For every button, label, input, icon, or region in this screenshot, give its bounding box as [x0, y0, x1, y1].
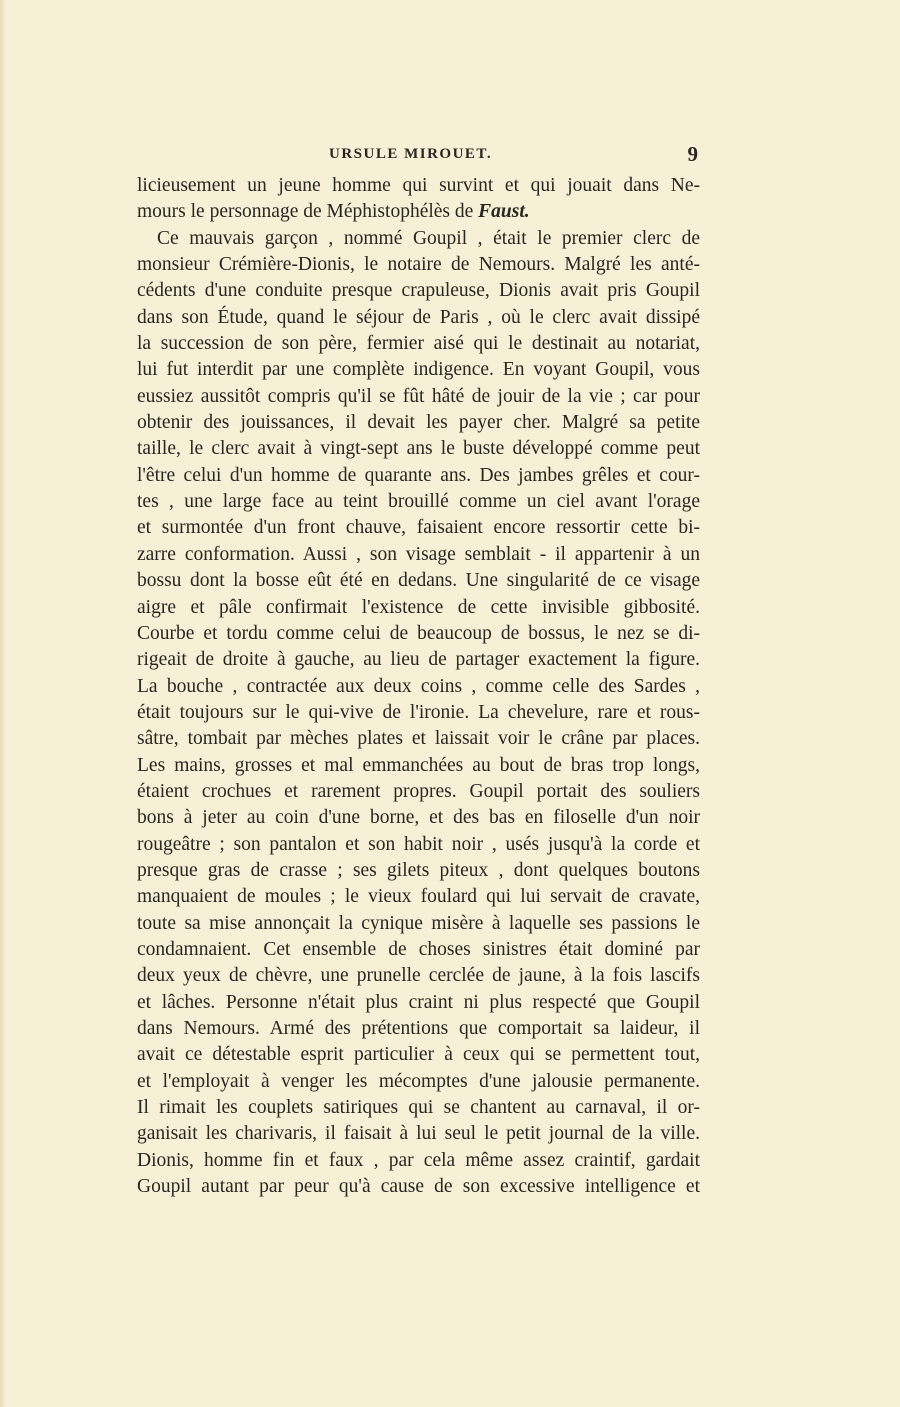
page-gutter-shadow — [0, 0, 6, 1407]
page-number: 9 — [687, 142, 698, 166]
text-line — [137, 1121, 700, 1147]
text-line — [137, 305, 700, 331]
text-line — [137, 700, 700, 726]
text-line — [137, 410, 700, 436]
text-line — [137, 357, 700, 383]
text-line — [137, 753, 700, 779]
text-line-content: presque gras de crasse ; ses gilets piteux , dont quelques boutons — [137, 859, 700, 881]
text-line-content: avait ce détestable esprit particulier à ceux qui se permettent tout, — [137, 1044, 700, 1066]
text-line-content: tes , une large face au teint brouillé comme un ciel avant l'orage — [137, 491, 700, 513]
text-line — [137, 542, 700, 568]
text-line — [137, 199, 700, 225]
text-line-content: était toujours sur le qui-vive de l'ironie. La chevelure, rare et rous- — [137, 701, 700, 723]
text-line-content: lui fut interdit par une complète indigence. En voyant Goupil, vous — [137, 359, 700, 381]
text-line — [137, 489, 700, 515]
text-line — [137, 252, 700, 278]
text-line-content: obtenir des jouissances, il devait les payer cher. Malgré sa petite — [137, 412, 700, 434]
text-line-content: ganisait les charivaris, il faisait à lui seul le petit journal de la ville. — [137, 1123, 700, 1145]
text-line-content: et surmontée d'un front chauve, faisaient encore ressortir cette bi- — [137, 517, 700, 539]
text-line-content: zarre conformation. Aussi , son visage semblait - il appartenir à un — [137, 543, 700, 565]
text-line — [137, 568, 700, 594]
text-line — [137, 911, 700, 937]
text-line-content: mours le personnage de Méphistophélès de — [137, 201, 474, 223]
text-line-content: Courbe et tordu comme celui de beaucoup de bossus, le nez se di- — [137, 622, 700, 644]
text-line-content: taille, le clerc avait à vingt-sept ans le buste développé comme peut — [137, 438, 700, 460]
text-line-content: dans Nemours. Armé des prétentions que comportait sa laideur, il — [137, 1018, 700, 1039]
text-line — [137, 463, 700, 489]
text-line-content: toute sa mise annonçait la cynique misère à laquelle ses passions le — [137, 912, 700, 934]
text-line-content: la succession de son père, fermier aisé qui le destinait au notariat, — [137, 333, 700, 355]
text-line-content: sâtre, tombait par mèches plates et laissait voir le crâne par places. — [137, 728, 700, 750]
text-line — [137, 1069, 700, 1095]
text-line-content: dans son Étude, quand le séjour de Paris , où le clerc avait dissipé — [137, 306, 700, 328]
text-line — [137, 832, 700, 858]
running-title: URSULE MIROUET. — [329, 146, 493, 162]
text-line-content: Il rimait les couplets satiriques qui se chantent au carnaval, il or- — [137, 1097, 700, 1119]
text-line-content: deux yeux de chèvre, une prunelle cerclée de jaune, à la fois lascifs — [137, 965, 700, 987]
text-line-content: cédents d'une conduite presque crapuleuse, Dionis avait pris Goupil — [137, 280, 700, 302]
text-line — [137, 779, 700, 805]
text-line — [137, 1095, 700, 1121]
text-line-content: Les mains, grosses et mal emmanchées au bout de bras trop longs, — [137, 754, 700, 776]
text-line — [137, 436, 700, 462]
text-line — [137, 1042, 700, 1068]
text-line-content: La bouche , contractée aux deux coins , comme celle des Sardes , — [137, 675, 700, 697]
text-line-content: bossu dont la bosse eût été en dedans. Une singularité de ce visage — [137, 570, 700, 592]
text-line-content: condamnaient. Cet ensemble de choses sinistres était dominé par — [137, 938, 700, 960]
text-line-content: et l'employait à venger les mécomptes d'une jalousie permanente. — [137, 1070, 700, 1092]
text-line — [137, 726, 700, 752]
text-line — [137, 226, 700, 252]
text-line — [137, 990, 700, 1016]
text-line — [137, 805, 700, 831]
text-line — [137, 674, 700, 700]
text-line — [137, 858, 700, 884]
text-line-content: Ce mauvais garçon , nommé Goupil , était le premier clerc de — [157, 227, 700, 249]
text-line — [137, 1148, 700, 1174]
text-line — [137, 621, 700, 647]
text-line — [137, 647, 700, 673]
text-line-content: Goupil autant par peur qu'à cause de son excessive intelligence et — [137, 1176, 700, 1198]
text-line — [137, 384, 700, 410]
page-body-text — [137, 173, 700, 1200]
text-line-content: étaient crochues et rarement propres. Goupil portait des souliers — [137, 780, 700, 802]
italic-title: Faust. — [478, 201, 530, 223]
text-line — [137, 331, 700, 357]
text-line — [137, 1174, 700, 1200]
text-line — [137, 963, 700, 989]
text-line — [137, 884, 700, 910]
text-line-content: manquaient de moules ; le vieux foulard qui lui servait de cravate, — [137, 886, 700, 908]
text-line-content: eussiez aussitôt compris qu'il se fût hâté de jouir de la vie ; car pour — [137, 385, 700, 407]
page-header — [137, 142, 700, 170]
text-line — [137, 515, 700, 541]
text-line-content: rigeait de droite à gauche, au lieu de partager exactement la figure. — [137, 649, 700, 671]
text-line-content: monsieur Crémière-Dionis, le notaire de Nemours. Malgré les anté- — [137, 254, 700, 276]
text-line — [137, 595, 700, 621]
text-line-content: licieusement un jeune homme qui survint et qui jouait dans Ne- — [137, 175, 700, 196]
text-line-content: bons à jeter au coin d'une borne, et des bas en filoselle d'un noir — [137, 807, 700, 829]
text-line — [137, 278, 700, 304]
text-line — [137, 937, 700, 963]
text-line-content: et lâches. Personne n'était plus craint ni plus respecté que Goupil — [137, 991, 700, 1013]
text-line-content: aigre et pâle confirmait l'existence de cette invisible gibbosité. — [137, 596, 700, 618]
text-line-content: Dionis, homme fin et faux , par cela même assez craintif, gardait — [137, 1149, 700, 1171]
text-line-content: rougeâtre ; son pantalon et son habit noir , usés jusqu'à la corde et — [137, 833, 700, 855]
text-line — [137, 173, 700, 199]
text-line — [137, 1016, 700, 1042]
text-line-content: l'être celui d'un homme de quarante ans. Des jambes grêles et cour- — [137, 464, 700, 486]
